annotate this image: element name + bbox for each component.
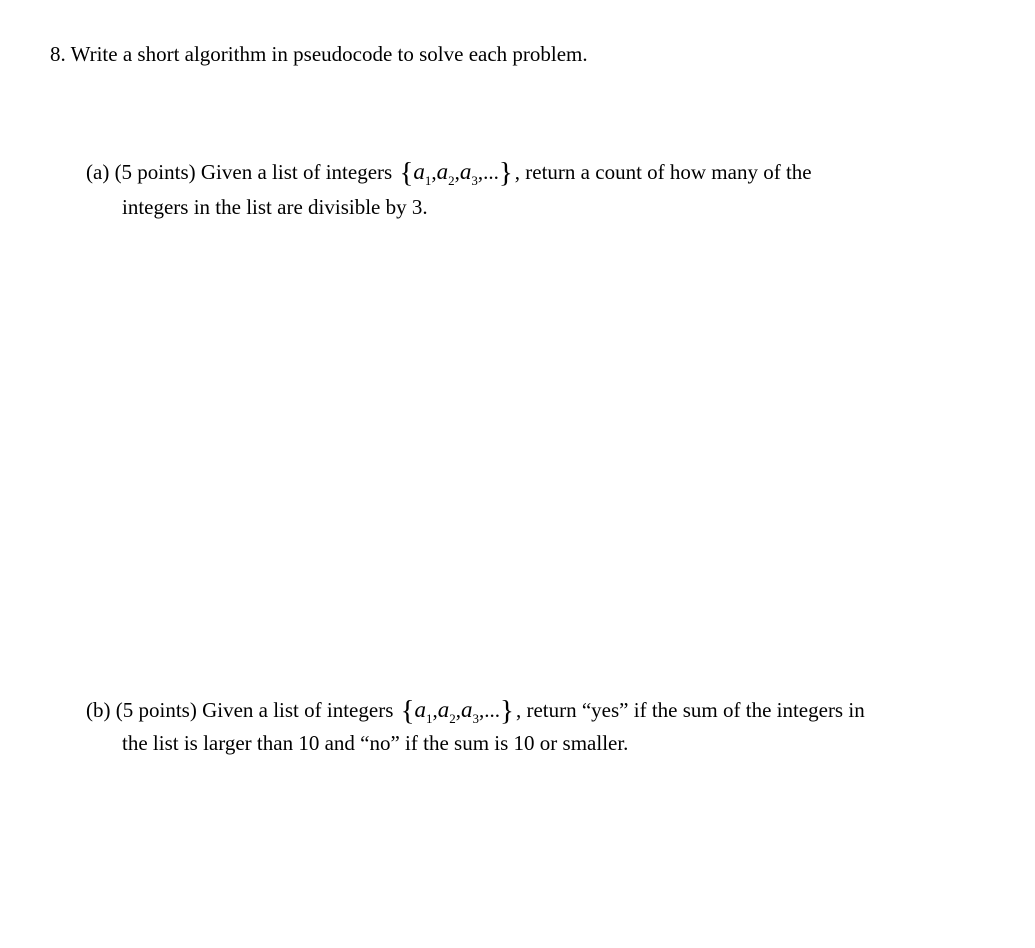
set-comma: , [455, 698, 462, 722]
part-a-label: (a) [86, 160, 110, 184]
set-sub: 1 [424, 173, 432, 188]
part-a-lead: (5 points) Given a list of integers [114, 160, 393, 184]
set-var: a [461, 697, 473, 722]
part-b-integer-set [401, 697, 514, 726]
set-open-brace: { [400, 695, 415, 727]
set-var: a [436, 159, 449, 184]
set-open-brace: { [399, 157, 414, 189]
set-sub: 2 [449, 711, 456, 726]
set-sub: 1 [426, 711, 433, 726]
part-b-label: (b) [86, 698, 111, 722]
part-b-line-2: the list is larger than 10 and “no” if the sum is 10 or smaller. [122, 731, 629, 755]
set-close-brace: } [498, 157, 513, 189]
set-sub: 3 [472, 711, 480, 726]
set-ellipsis: ... [484, 698, 501, 722]
set-comma: , [454, 160, 460, 184]
set-var: a [437, 697, 450, 722]
part-a-line-1 [86, 159, 812, 188]
part-a-line-2: integers in the list are divisible by 3. [122, 195, 428, 219]
part-a-integer-set [399, 159, 512, 188]
set-sub: 3 [471, 173, 478, 188]
set-comma: , [431, 160, 437, 184]
set-comma: , [477, 160, 484, 184]
part-a-tail: , return a count of how many of the [514, 160, 812, 184]
set-var: a [413, 159, 425, 184]
set-ellipsis: ... [483, 160, 499, 184]
set-comma: , [479, 698, 485, 722]
part-b-tail: , return “yes” if the sum of the integers in [515, 698, 865, 722]
set-var: a [459, 159, 472, 184]
set-comma: , [432, 698, 438, 722]
part-b-lead: (5 points) Given a list of integers [115, 698, 394, 722]
set-close-brace: } [500, 695, 514, 727]
question-title: 8. Write a short algorithm in pseudocode to solve each problem. [50, 42, 588, 66]
part-b-line-1 [86, 697, 865, 726]
set-sub: 2 [448, 173, 455, 188]
set-var: a [414, 697, 427, 722]
